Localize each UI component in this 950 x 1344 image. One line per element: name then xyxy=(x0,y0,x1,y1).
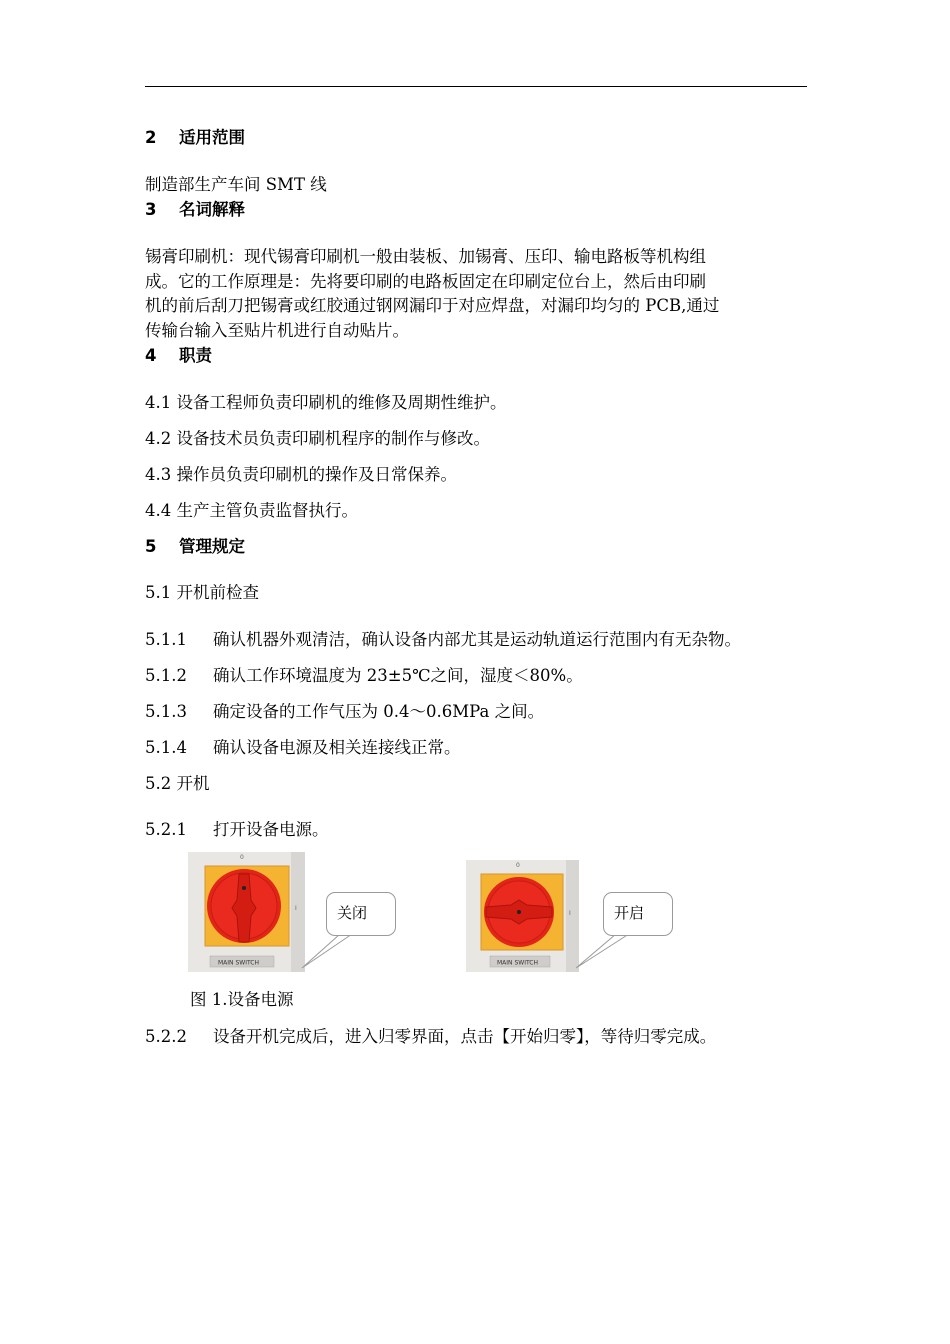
callout-pointer xyxy=(300,930,360,970)
section-2-text: 制造部生产车间 SMT 线 xyxy=(145,175,327,194)
section-5-heading: 5 管理规定 xyxy=(145,537,245,556)
list-item: 5.1.3 确定设备的工作气压为 0.4～0.6MPa 之间。 xyxy=(145,702,545,721)
header-rule xyxy=(145,86,807,87)
section-2-heading: 2 适用范围 xyxy=(145,128,245,147)
section-4-heading: 4 职责 xyxy=(145,346,212,365)
switch-off-photo xyxy=(188,852,305,972)
callout-on: 开启 xyxy=(603,892,673,936)
callout-off: 关闭 xyxy=(326,892,396,936)
section-3-heading: 3 名词解释 xyxy=(145,200,245,219)
subsection-5-2-heading: 5.2 开机 xyxy=(145,774,210,793)
figure-caption: 图 1.设备电源 xyxy=(190,990,294,1009)
list-item: 5.2.2 设备开机完成后，进入归零界面，点击【开始归零】，等待归零完成。 xyxy=(145,1027,717,1046)
section-3-paragraph: 锡膏印刷机：现代锡膏印刷机一般由装板、加锡膏、压印、输电路板等机构组 成。它的工作原理是：先将要印刷的电路板固定在印刷定位台上，然后由印刷 机的前后刮刀把锡膏或红胶通过钢网漏印于对应焊盘，对漏印均匀的 PCB,通过 传输台输入至贴片机进行自动贴片。 xyxy=(145,247,720,340)
switch-mark-side: I xyxy=(569,910,571,917)
switch-on-photo xyxy=(466,860,579,972)
list-item: 5.2.1 打开设备电源。 xyxy=(145,820,329,839)
subsection-5-1-heading: 5.1 开机前检查 xyxy=(145,583,259,602)
switch-mark-top: 0 xyxy=(240,854,244,861)
list-item: 4.3 操作员负责印刷机的操作及日常保养。 xyxy=(145,465,457,484)
list-item: 4.2 设备技术员负责印刷机程序的制作与修改。 xyxy=(145,429,490,448)
list-item: 5.1.4 确认设备电源及相关连接线正常。 xyxy=(145,738,461,757)
list-item: 4.1 设备工程师负责印刷机的维修及周期性维护。 xyxy=(145,393,507,412)
list-item: 5.1.2 确认工作环境温度为 23±5℃之间，湿度＜80%。 xyxy=(145,666,583,685)
list-item: 4.4 生产主管负责监督执行。 xyxy=(145,501,358,520)
main-switch-on-icon xyxy=(466,860,579,972)
list-item: 5.1.1 确认机器外观清洁，确认设备内部尤其是运动轨道运行范围内有无杂物。 xyxy=(145,630,741,649)
switch-label: MAIN SWITCH xyxy=(497,959,538,967)
switch-mark-side: I xyxy=(295,905,297,912)
main-switch-off-icon xyxy=(188,852,305,972)
switch-label: MAIN SWITCH xyxy=(218,959,259,967)
callout-pointer xyxy=(574,930,638,970)
switch-mark-top: 0 xyxy=(516,862,520,869)
